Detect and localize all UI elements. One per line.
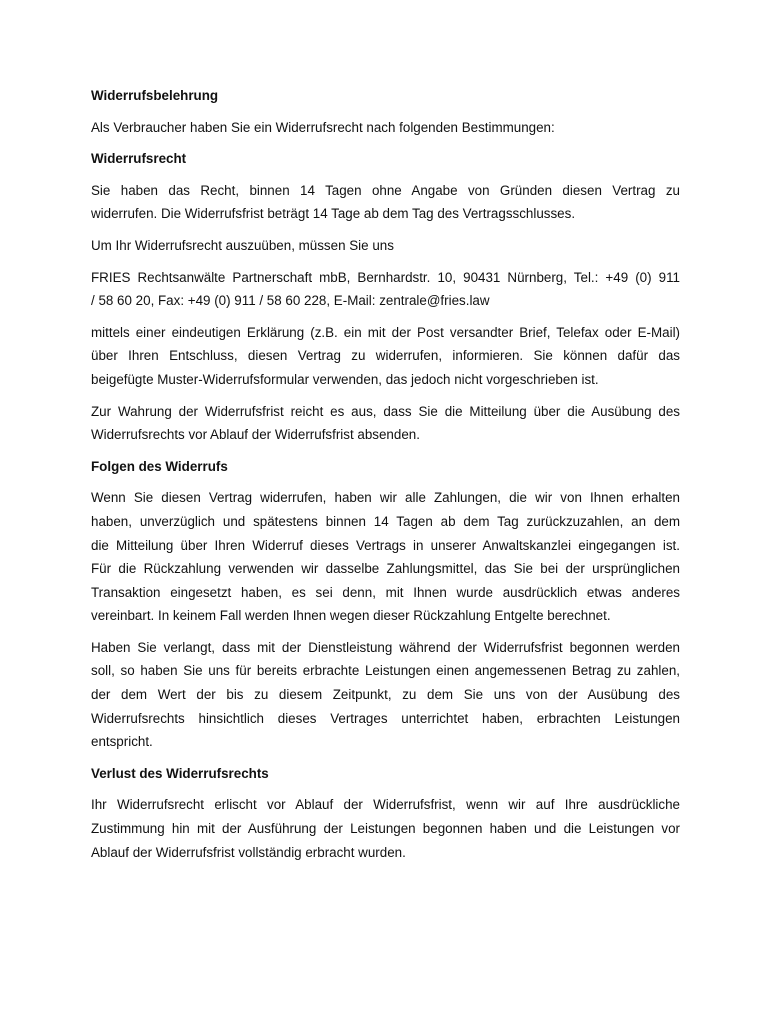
text-line: die Mitteilung über Ihren Widerruf dieses Vertrags in unserer Anwaltskanzlei eingegangen ist. [91,537,680,553]
document-title: Widerrufsbelehrung [91,88,219,103]
paragraph-verlust-1 [91,793,680,864]
text-line: beigefügte Muster-Widerrufsformular verwenden, das jedoch nicht vorgeschrieben ist. [91,371,599,387]
paragraph-widerrufsrecht-1 [91,179,680,226]
section-heading-widerrufsrecht: Widerrufsrecht [91,151,187,167]
text-line: Widerrufsrechts hinsichtlich dieses Vertrages unterrichtet haben, erbrachten Leistungen [91,710,680,726]
paragraph-folgen-1 [91,486,680,628]
paragraph-folgen-2 [91,636,680,754]
text-line: / 58 60 20, Fax: +49 (0) 911 / 58 60 228, E-Mail: zentrale@fries.law [91,293,490,309]
paragraph-widerrufsrecht-3 [91,321,680,392]
intro-line: Als Verbraucher haben Sie ein Widerrufsrecht nach folgenden Bestimmungen: [91,119,555,135]
text-line: Wenn Sie diesen Vertrag widerrufen, haben wir alle Zahlungen, die wir von Ihnen erhalten [91,490,680,506]
text-line: FRIES Rechtsanwälte Partnerschaft mbB, Bernhardstr. 10, 90431 Nürnberg, Tel.: +49 (0) 911 [91,269,680,285]
text-line: soll, so haben Sie uns für bereits erbrachte Leistungen einen angemessenen Betrag zu zahlen, [91,663,680,679]
text-line: Sie haben das Recht, binnen 14 Tagen ohne Angabe von Gründen diesen Vertrag zu [91,182,680,198]
text-line: Zur Wahrung der Widerrufsfrist reicht es aus, dass Sie die Mitteilung über die Ausübung des [91,403,680,419]
section-heading-folgen: Folgen des Widerrufs [91,458,228,474]
intro-paragraph [91,116,680,140]
section-heading-verlust: Verlust des Widerrufsrechts [91,765,269,781]
text-line: Transaktion eingesetzt haben, es sei denn, mit Ihnen wurde ausdrücklich etwas anderes [91,584,680,600]
document-page [91,84,680,872]
text-line: vereinbart. In keinem Fall werden Ihnen wegen dieser Rückzahlung Entgelte berechnet. [91,608,611,624]
paragraph-widerrufsrecht-4 [91,400,680,447]
text-line: über Ihren Entschluss, diesen Vertrag zu widerrufen, informieren. Sie können dafür das [91,348,680,364]
text-line: Ihr Widerrufsrecht erlischt vor Ablauf der Widerrufsfrist, wenn wir auf Ihre ausdrückliche [91,797,680,813]
text-line: Haben Sie verlangt, dass mit der Dienstleistung während der Widerrufsfrist begonnen werden [91,639,680,655]
text-line: Zustimmung hin mit der Ausführung der Leistungen begonnen haben und die Leistungen vor [91,821,680,837]
text-line: haben, unverzüglich und spätestens binnen 14 Tagen ab dem Tag zurückzuzahlen, an dem [91,513,680,529]
text-line: mittels einer eindeutigen Erklärung (z.B. ein mit der Post versandter Brief, Telefax oder E-Mail) [91,324,680,340]
text-line: Ablauf der Widerrufsfrist vollständig erbracht wurden. [91,844,406,860]
text-line: Widerrufsrechts vor Ablauf der Widerrufsfrist absenden. [91,427,420,443]
paragraph-widerrufsrecht-2 [91,234,680,258]
text-line: widerrufen. Die Widerrufsfrist beträgt 14 Tage ab dem Tag des Vertragsschlusses. [91,206,576,222]
text-line: Für die Rückzahlung verwenden wir dasselbe Zahlungsmittel, das Sie bei der ursprünglichen [91,561,680,577]
paragraph-contact-address [91,266,680,313]
text-line: Um Ihr Widerrufsrecht auszuüben, müssen Sie uns [91,237,394,253]
text-line: entspricht. [91,734,153,750]
text-line: der dem Wert der bis zu diesem Zeitpunkt, zu dem Sie uns von der Ausübung des [91,687,680,703]
